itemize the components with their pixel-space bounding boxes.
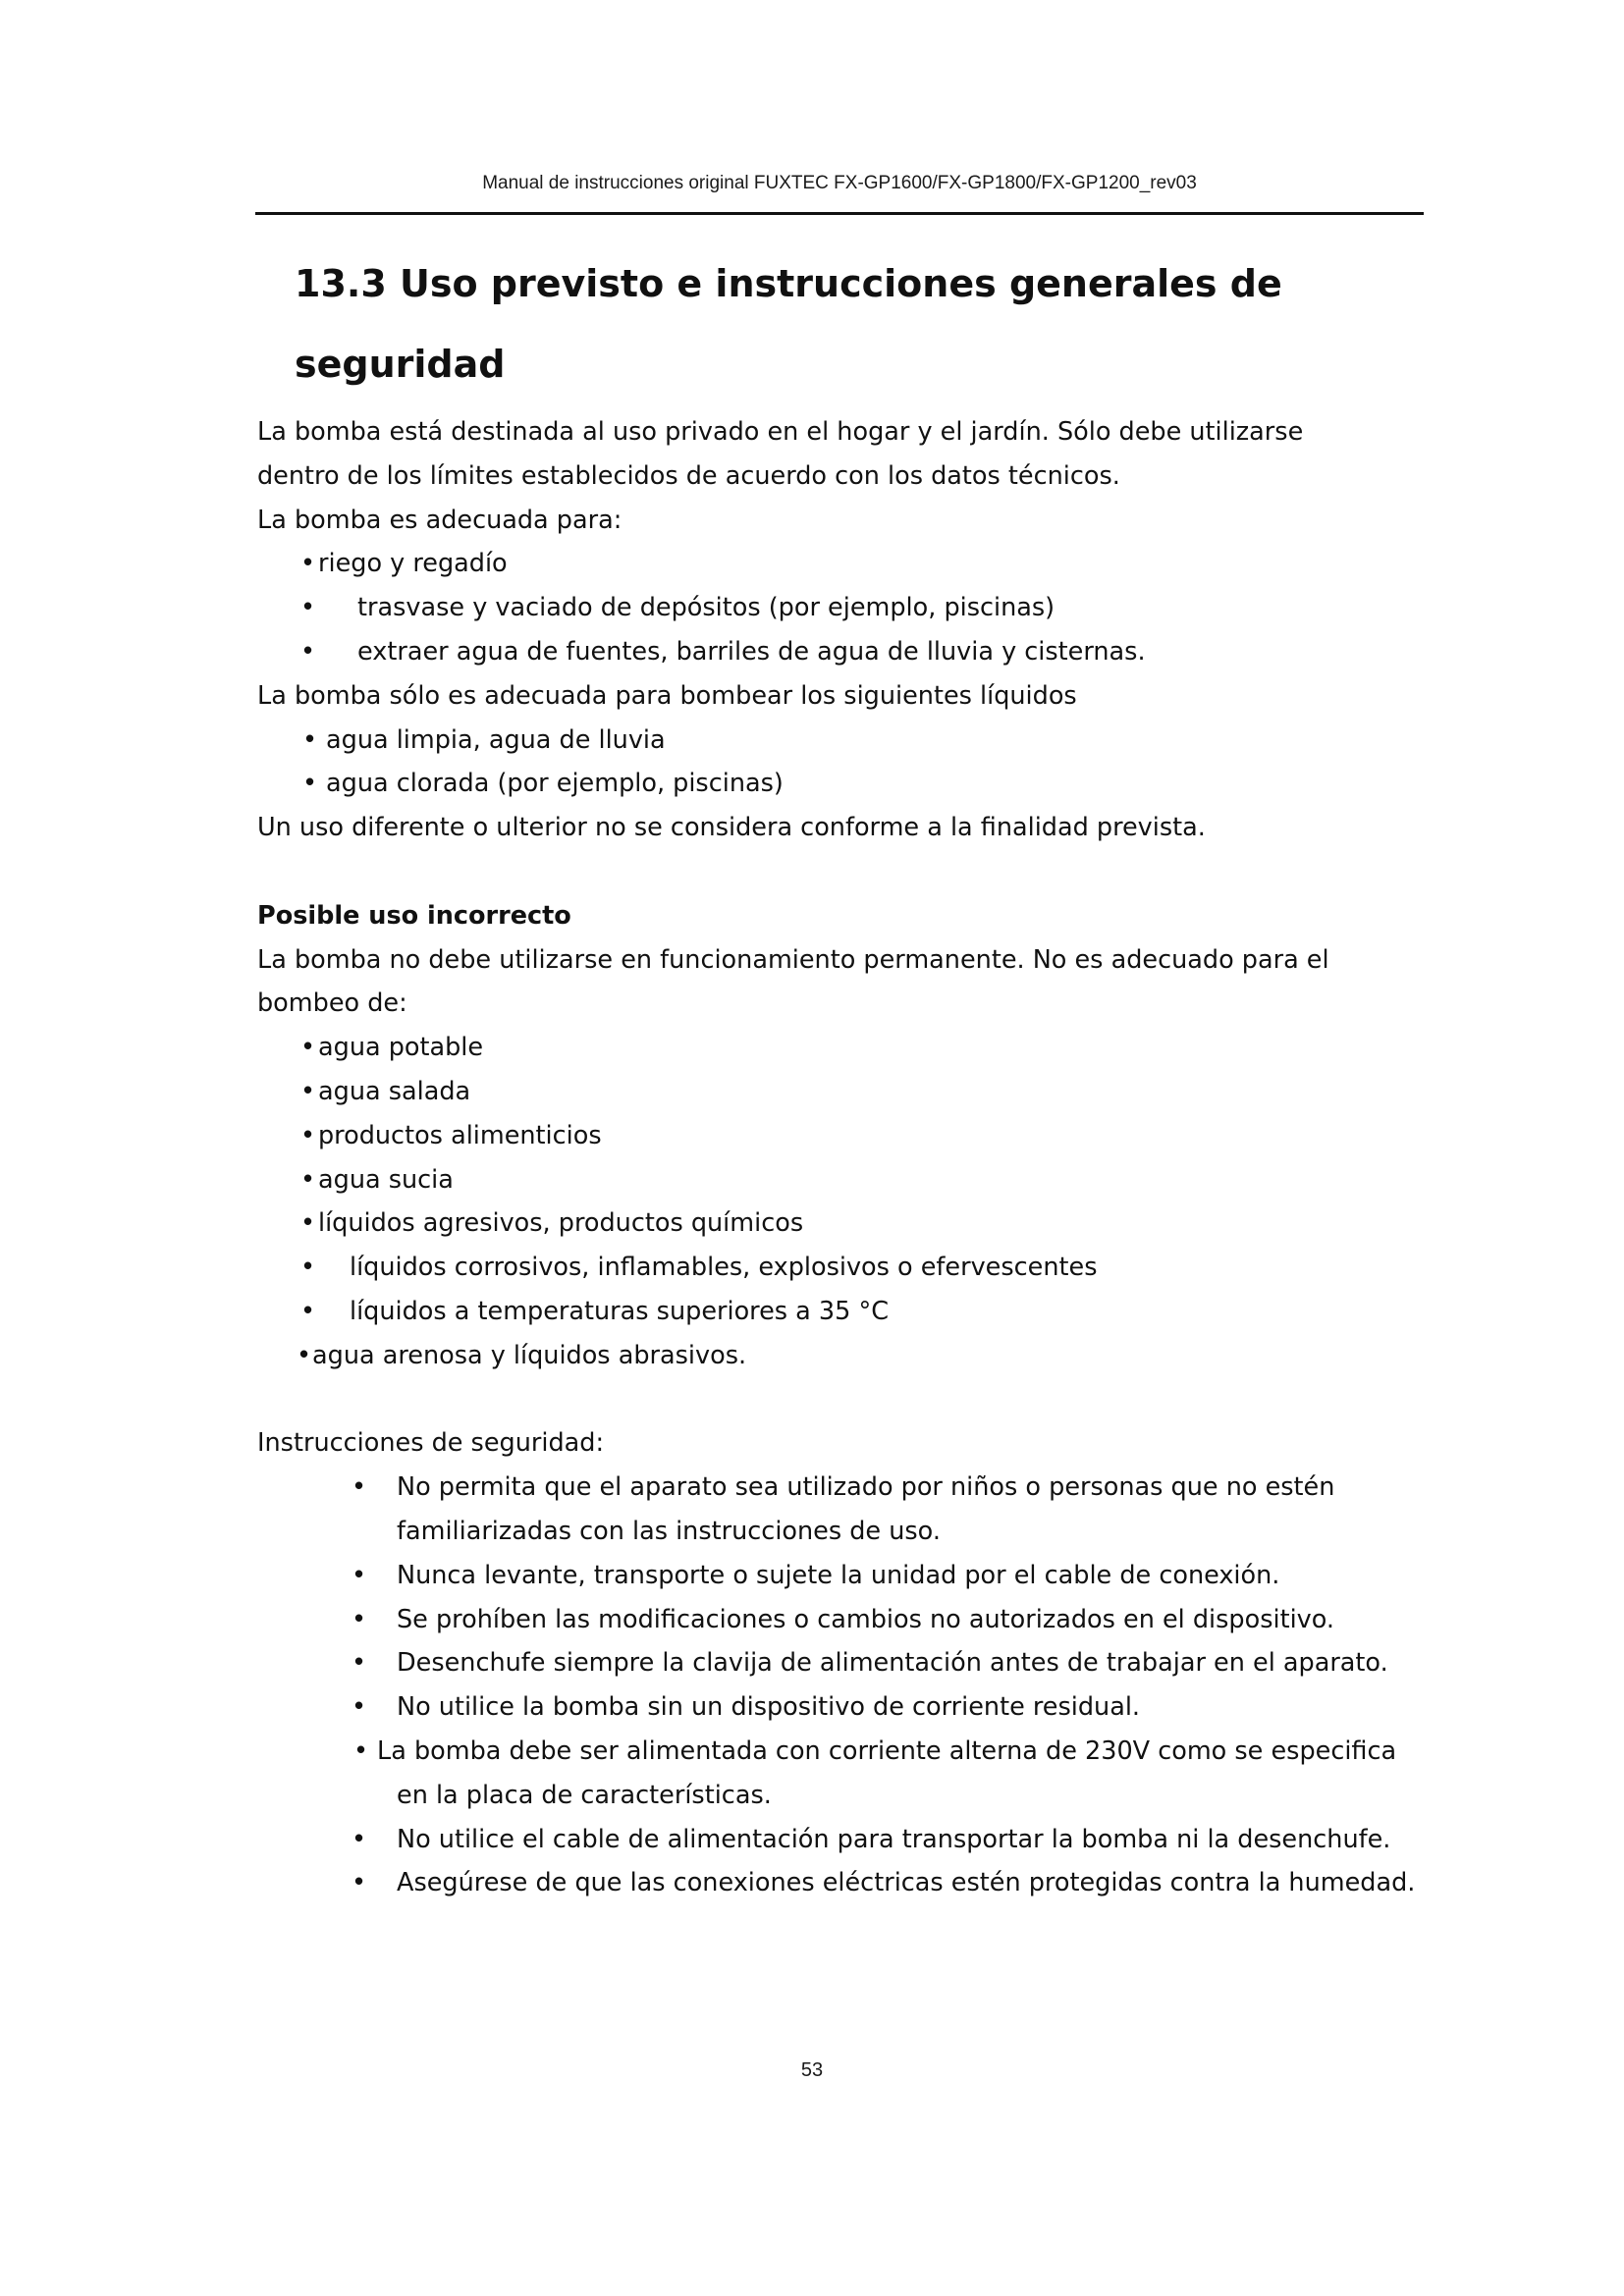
list-item: [257, 1818, 1418, 1862]
bullet-icon: •: [300, 1033, 316, 1063]
list-item-text: Asegúrese de que las conexiones eléctricas estén protegidas contra la humedad.: [397, 1868, 1416, 1898]
bullet-icon: •: [302, 769, 318, 799]
liquids-label: La bomba sólo es adecuada para bombear los siguientes líquidos: [257, 680, 1077, 711]
list-item-text: productos alimenticios: [318, 1120, 602, 1150]
section-title-line2: seguridad: [295, 343, 506, 386]
bullet-icon: •: [300, 636, 316, 667]
list-item: [257, 1114, 1416, 1158]
list-item-text: Se prohíben las modificaciones o cambios no autorizados en el dispositivo.: [397, 1604, 1335, 1634]
bullet-icon: •: [300, 1208, 316, 1239]
bullet-icon: •: [353, 1735, 369, 1766]
bullet-icon: •: [300, 593, 316, 623]
spacer: [257, 1378, 1416, 1422]
bullet-icon: •: [300, 1164, 316, 1195]
list-item: [257, 1598, 1418, 1642]
header-rule: [255, 212, 1424, 215]
list-item: [257, 1290, 1416, 1334]
safety-label: Instrucciones de seguridad:: [257, 1428, 605, 1459]
list-item: [257, 762, 1416, 806]
bullet-icon: •: [352, 1824, 367, 1854]
section-title-line1: 13.3 Uso previsto e instrucciones generales de: [295, 262, 1282, 305]
list-item-text: líquidos a temperaturas superiores a 35 °C: [350, 1296, 890, 1326]
list-item-text: líquidos agresivos, productos químicos: [318, 1208, 804, 1239]
bullet-icon: •: [300, 549, 316, 579]
list-item: [257, 719, 1416, 763]
list-item: [257, 1201, 1416, 1246]
list-item: [257, 1554, 1418, 1598]
list-item: [257, 1466, 1418, 1554]
list-item-text: La bomba debe ser alimentada con corriente alterna de 230V como se especifica en la placa de características.: [377, 1735, 1397, 1810]
suitable-label: La bomba es adecuada para:: [257, 505, 623, 535]
list-item: [257, 630, 1416, 674]
bullet-icon: •: [352, 1472, 367, 1503]
bullet-icon: •: [352, 1604, 367, 1634]
list-item-text: No utilice la bomba sin un dispositivo de corriente residual.: [397, 1692, 1141, 1723]
list-item: [257, 1070, 1416, 1114]
list-item: [257, 1641, 1418, 1685]
bullet-icon: •: [300, 1076, 316, 1106]
list-item-text: Nunca levante, transporte o sujete la unidad por el cable de conexión.: [397, 1560, 1280, 1590]
list-item-text: Desenchufe siempre la clavija de alimentación antes de trabajar en el aparato.: [397, 1648, 1388, 1679]
misuse-list: [257, 1026, 1416, 1377]
section-title: [295, 243, 1375, 404]
list-item-text: líquidos corrosivos, inflamables, explosivos o efervescentes: [350, 1253, 1098, 1283]
list-item: [257, 1246, 1416, 1290]
bullet-icon: •: [300, 1253, 316, 1283]
list-item: [257, 1026, 1416, 1070]
list-item: [257, 586, 1416, 630]
list-item: [257, 1861, 1418, 1905]
body-content: [257, 410, 1416, 1905]
list-item-text: agua arenosa y líquidos abrasivos.: [312, 1340, 747, 1370]
list-item: [257, 1685, 1418, 1730]
intro-line-2: dentro de los límites establecidos de acuerdo con los datos técnicos.: [257, 460, 1120, 491]
list-item-text: agua potable: [318, 1033, 484, 1063]
bullet-icon: •: [300, 1120, 316, 1150]
list-item: [257, 542, 1416, 586]
list-item: [257, 1158, 1416, 1202]
bullet-icon: •: [302, 724, 318, 755]
list-item-text: agua clorada (por ejemplo, piscinas): [326, 769, 784, 799]
list-item-text: extraer agua de fuentes, barriles de agua de lluvia y cisternas.: [357, 636, 1146, 667]
list-item-text: trasvase y vaciado de depósitos (por ejemplo, piscinas): [357, 593, 1056, 623]
list-item-text: agua sucia: [318, 1164, 454, 1195]
bullet-icon: •: [352, 1648, 367, 1679]
suitable-list: [257, 542, 1416, 673]
intro-line-1: La bomba está destinada al uso privado en el hogar y el jardín. Sólo debe utilizarse: [257, 417, 1304, 447]
safety-list: [257, 1466, 1416, 1905]
bullet-icon: •: [352, 1692, 367, 1723]
liquids-closing: Un uso diferente o ulterior no se considera conforme a la finalidad prevista.: [257, 813, 1206, 843]
misuse-line-1: La bomba no debe utilizarse en funcionamiento permanente. No es adecuado para el: [257, 944, 1329, 975]
misuse-heading: Posible uso incorrecto: [257, 900, 571, 931]
page-header: Manual de instrucciones original FUXTEC FX-GP1600/FX-GP1800/FX-GP1200_rev03: [482, 173, 1197, 193]
list-item-text: No permita que el aparato sea utilizado por niños o personas que no estén familiarizadas con las instrucciones de uso.: [397, 1472, 1335, 1546]
bullet-icon: •: [352, 1868, 367, 1898]
liquids-list: [257, 719, 1416, 807]
bullet-icon: •: [352, 1560, 367, 1590]
list-item-text: agua salada: [318, 1076, 471, 1106]
bullet-icon: •: [297, 1340, 312, 1370]
misuse-line-2: bombeo de:: [257, 988, 407, 1019]
list-item-text: No utilice el cable de alimentación para transportar la bomba ni la desenchufe.: [397, 1824, 1391, 1854]
list-item: [257, 1334, 1416, 1378]
list-item: [257, 1730, 1418, 1818]
list-item-text: agua limpia, agua de lluvia: [326, 724, 666, 755]
page-number: 53: [800, 2059, 824, 2081]
spacer: [257, 850, 1416, 894]
bullet-icon: •: [300, 1296, 316, 1326]
list-item-text: riego y regadío: [318, 549, 508, 579]
